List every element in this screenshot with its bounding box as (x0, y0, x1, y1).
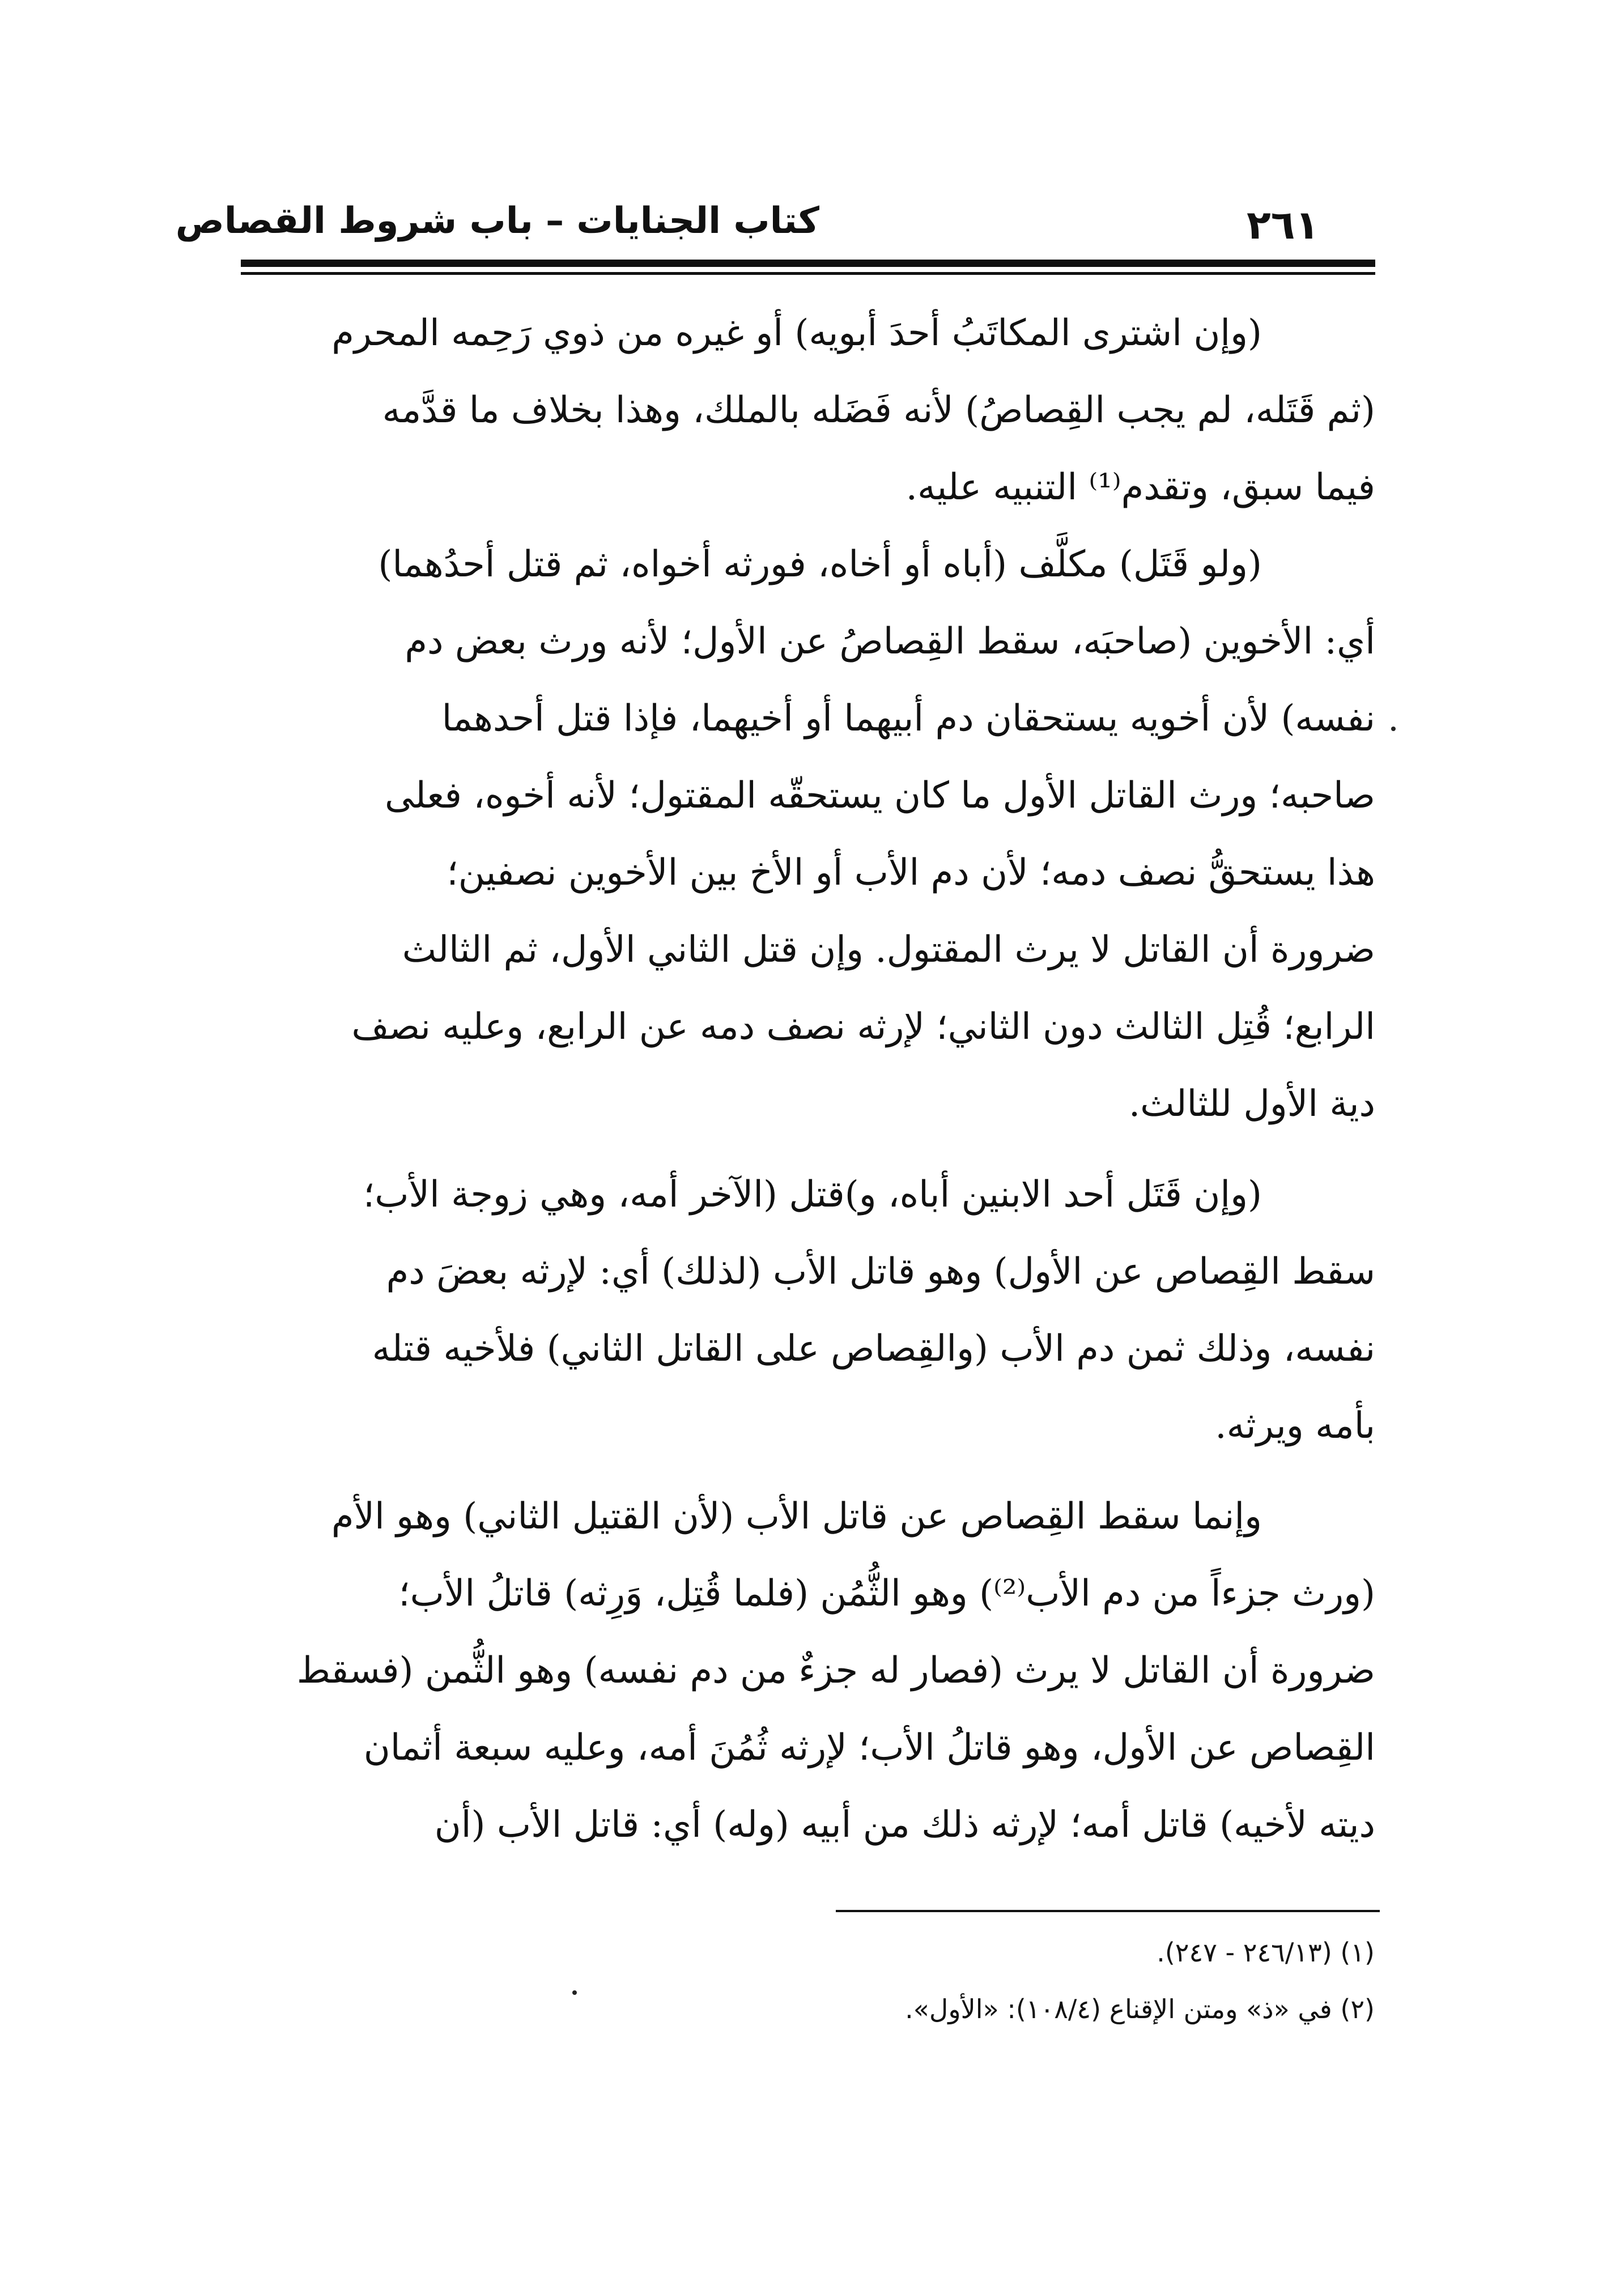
scan-speck (572, 1990, 577, 1995)
footnote-separator (836, 1910, 1380, 1912)
running-title: كتاب الجنايات – باب شروط القصاص (175, 200, 819, 242)
page-number: ٢٦١ (1247, 202, 1320, 248)
paragraph-1: (وإن اشترى المكاتَبُ أحدَ أبويه) أو غيره من ذوي رَحِمه المحرم (ثم قَتَله، لم يجب القِصاصُ) لأنه فَضَله بالملك، وهذا بخلاف ما قدَّمه فيما سبق، وتقدم⁽¹⁾ التنبيه عليه. (331, 312, 1375, 508)
header-rule-thin (241, 272, 1375, 275)
header-rule-thick (241, 260, 1375, 267)
scan-speck (1391, 727, 1396, 731)
paragraph-3: (وإن قَتَل أحد الابنين أباه، و)قتل (الآخر أمه، وهي زوجة الأب؛ سقط القِصاص عن الأول) وهو قاتل الأب (لذلك) أي: لإرثه بعضَ دم نفسه، وذلك ثمن دم الأب (والقِصاص على القاتل الثاني) فلأخيه قتله بأمه ويرثه. (363, 1174, 1375, 1447)
paragraph-2: (ولو قَتَل) مكلَّف (أباه أو أخاه، فورثه أخواه، ثم قتل أحدُهما) أي: الأخوين (صاحبَه، سقط القِصاصُ عن الأول؛ لأنه ورث بعض دم نفسه) لأن أخويه يستحقان دم أبيهما أو أخيهما، فإذا قتل أحدهما صاحبه؛ ورث القاتل الأول ما كان يستحقّه المقتول؛ لأنه أخوه، فعلى هذا يستحقُّ نصف دمه؛ لأن دم الأب أو الأخ بين الأخوين نصفين؛ ضرورة أن القاتل لا يرث المقتول. وإن قتل الثاني الأول، ثم الثالث الرابع؛ قُتِل الثالث دون الثاني؛ لإرثه نصف دمه عن الرابع، وعليه نصف دية الأول للثالث. (351, 543, 1375, 1125)
main-text (241, 295, 1375, 1863)
paragraph-4: وإنما سقط القِصاص عن قاتل الأب (لأن القتيل الثاني) وهو الأم (ورث جزءاً من دم الأب⁽²⁾) وهو الثُّمُن (فلما قُتِل، وَرِثه) قاتلُ الأب؛ ضرورة أن القاتل لا يرث (فصار له جزءٌ من دم نفسه) وهو الثُّمن (فسقط القِصاص عن الأول، وهو قاتلُ الأب؛ لإرثه ثُمُنَ أمه، وعليه سبعة أثمان ديته لأخيه) قاتل أمه؛ لإرثه ذلك من أبيه (وله) أي: قاتل الأب (أن (296, 1496, 1375, 1846)
footnotes (411, 1924, 1375, 2037)
footnote-2: (٢) في «ذ» ومتن الإقناع (١٠٨/٤): «الأول». (905, 1994, 1375, 2024)
footnote-1: (١) (٢٤٦/١٣ - ٢٤٧). (1157, 1937, 1375, 1968)
